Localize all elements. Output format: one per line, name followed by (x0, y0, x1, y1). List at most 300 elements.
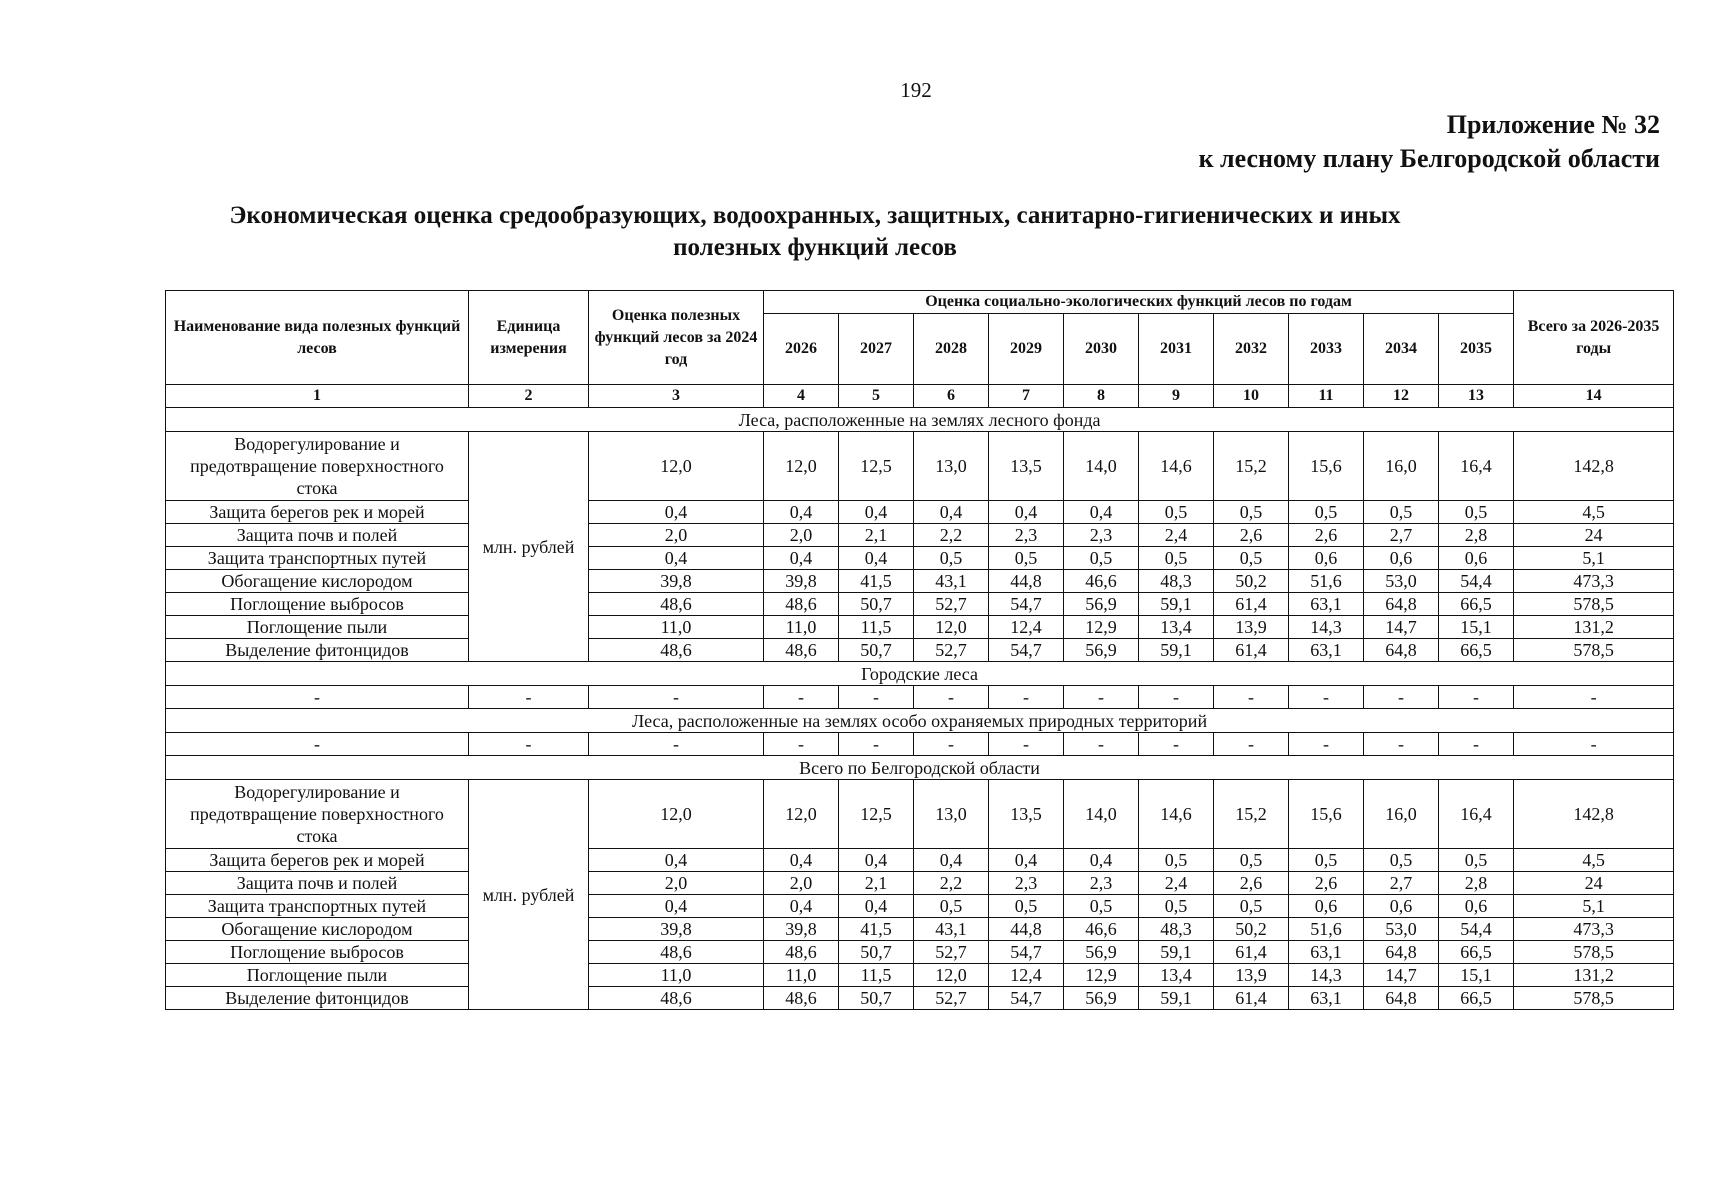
year-value: 48,3 (1139, 918, 1214, 941)
year-value: 13,0 (914, 432, 989, 501)
function-name: Защита берегов рек и морей (166, 849, 469, 872)
section-row (166, 408, 1674, 432)
value-2024: 39,8 (589, 570, 764, 593)
appendix-caption (1199, 108, 1660, 176)
year-value: 41,5 (839, 570, 914, 593)
year-value: 56,9 (1064, 987, 1139, 1010)
page-number: 192 (900, 78, 932, 102)
dash-cell: - (469, 733, 589, 756)
year-value: 43,1 (914, 570, 989, 593)
dash-cell: - (166, 686, 469, 709)
table-row (166, 964, 1674, 987)
table-row (166, 780, 1674, 849)
year-value: 0,5 (1214, 501, 1289, 524)
year-value: 0,5 (989, 547, 1064, 570)
year-value: 0,4 (989, 849, 1064, 872)
year-value: 54,7 (989, 987, 1064, 1010)
year-header: 2032 (1214, 314, 1289, 385)
year-value: 13,5 (989, 432, 1064, 501)
function-name: Обогащение кислородом (166, 570, 469, 593)
function-name: Выделение фитонцидов (166, 987, 469, 1010)
year-value: 52,7 (914, 941, 989, 964)
year-value: 0,4 (1064, 849, 1139, 872)
year-header: 2031 (1139, 314, 1214, 385)
year-value: 0,5 (1289, 849, 1364, 872)
total-value: 5,1 (1514, 547, 1674, 570)
value-2024: 2,0 (589, 872, 764, 895)
year-value: 12,9 (1064, 964, 1139, 987)
table-row (166, 941, 1674, 964)
value-2024: 0,4 (589, 849, 764, 872)
year-value: 64,8 (1364, 987, 1439, 1010)
year-value: 14,3 (1289, 964, 1364, 987)
year-value: 2,0 (764, 872, 839, 895)
dash-cell: - (839, 686, 914, 709)
table-row (166, 593, 1674, 616)
column-number: 2 (469, 385, 589, 408)
total-value: 5,1 (1514, 895, 1674, 918)
year-value: 0,5 (1214, 895, 1289, 918)
year-value: 12,0 (764, 432, 839, 501)
year-value: 12,5 (839, 432, 914, 501)
column-number: 11 (1289, 385, 1364, 408)
dash-cell: - (1289, 733, 1364, 756)
dash-cell: - (839, 733, 914, 756)
column-number: 9 (1139, 385, 1214, 408)
column-number: 4 (764, 385, 839, 408)
dash-cell: - (1514, 733, 1674, 756)
unit-cell: млн. рублей (469, 432, 589, 662)
table-row (166, 432, 1674, 501)
year-value: 0,4 (914, 849, 989, 872)
year-value: 13,4 (1139, 964, 1214, 987)
year-value: 2,7 (1364, 524, 1439, 547)
value-2024: 11,0 (589, 964, 764, 987)
year-value: 50,7 (839, 639, 914, 662)
year-value: 50,7 (839, 593, 914, 616)
total-value: 131,2 (1514, 964, 1674, 987)
year-value: 0,4 (764, 547, 839, 570)
dash-cell: - (1514, 686, 1674, 709)
function-name: Защита почв и полей (166, 872, 469, 895)
year-value: 44,8 (989, 918, 1064, 941)
year-value: 2,7 (1364, 872, 1439, 895)
dash-cell: - (1064, 686, 1139, 709)
dash-cell: - (1439, 733, 1514, 756)
year-value: 13,0 (914, 780, 989, 849)
year-header: 2026 (764, 314, 839, 385)
year-value: 14,7 (1364, 964, 1439, 987)
header-total: Всего за 2026-2035 годы (1514, 291, 1674, 385)
year-value: 14,6 (1139, 780, 1214, 849)
year-value: 64,8 (1364, 593, 1439, 616)
table-row (166, 639, 1674, 662)
year-value: 61,4 (1214, 941, 1289, 964)
year-value: 66,5 (1439, 639, 1514, 662)
total-value: 131,2 (1514, 616, 1674, 639)
year-value: 63,1 (1289, 941, 1364, 964)
table-body (166, 408, 1674, 1010)
year-value: 15,6 (1289, 780, 1364, 849)
year-value: 0,5 (1139, 849, 1214, 872)
total-value: 578,5 (1514, 941, 1674, 964)
header-estimate-2024: Оценка полезных функций лесов за 2024 год (589, 291, 764, 385)
year-value: 53,0 (1364, 918, 1439, 941)
year-value: 52,7 (914, 593, 989, 616)
year-value: 12,4 (989, 616, 1064, 639)
year-header: 2029 (989, 314, 1064, 385)
year-header: 2034 (1364, 314, 1439, 385)
year-value: 0,5 (1064, 547, 1139, 570)
year-value: 54,7 (989, 639, 1064, 662)
value-2024: 0,4 (589, 501, 764, 524)
total-value: 578,5 (1514, 639, 1674, 662)
year-value: 12,4 (989, 964, 1064, 987)
section-heading: Леса, расположенные на землях лесного фонда (166, 408, 1674, 432)
year-value: 15,1 (1439, 964, 1514, 987)
total-value: 24 (1514, 872, 1674, 895)
total-value: 578,5 (1514, 987, 1674, 1010)
year-header: 2027 (839, 314, 914, 385)
forest-functions-table (165, 290, 1674, 1010)
value-2024: 39,8 (589, 918, 764, 941)
year-value: 50,7 (839, 987, 914, 1010)
year-value: 39,8 (764, 570, 839, 593)
header-unit: Единица измерения (469, 291, 589, 385)
dash-cell: - (764, 733, 839, 756)
year-value: 54,4 (1439, 918, 1514, 941)
function-name: Поглощение пыли (166, 964, 469, 987)
year-value: 0,4 (764, 849, 839, 872)
dash-cell: - (1064, 733, 1139, 756)
dash-cell: - (1289, 686, 1364, 709)
year-value: 13,5 (989, 780, 1064, 849)
year-value: 15,2 (1214, 432, 1289, 501)
function-name: Поглощение пыли (166, 616, 469, 639)
total-value: 4,5 (1514, 501, 1674, 524)
year-value: 15,1 (1439, 616, 1514, 639)
year-value: 61,4 (1214, 987, 1289, 1010)
function-name: Поглощение выбросов (166, 593, 469, 616)
year-value: 51,6 (1289, 918, 1364, 941)
year-value: 12,0 (914, 964, 989, 987)
total-value: 4,5 (1514, 849, 1674, 872)
year-value: 16,4 (1439, 432, 1514, 501)
document-title: Экономическая оценка средообразующих, водоохранных, защитных, санитарно-гигиенических и иных полезных функций лесов (229, 202, 1401, 261)
dash-cell: - (1139, 733, 1214, 756)
function-name: Водорегулирование и предотвращение поверхностного стока (166, 432, 469, 501)
year-value: 0,4 (764, 501, 839, 524)
total-value: 142,8 (1514, 780, 1674, 849)
value-2024: 48,6 (589, 941, 764, 964)
year-value: 0,5 (1214, 547, 1289, 570)
empty-row (166, 733, 1674, 756)
dash-cell: - (989, 686, 1064, 709)
year-value: 53,0 (1364, 570, 1439, 593)
year-value: 12,0 (764, 780, 839, 849)
year-value: 2,6 (1214, 872, 1289, 895)
year-value: 2,8 (1439, 872, 1514, 895)
value-2024: 48,6 (589, 639, 764, 662)
year-value: 44,8 (989, 570, 1064, 593)
function-name: Поглощение выбросов (166, 941, 469, 964)
year-value: 61,4 (1214, 639, 1289, 662)
year-value: 0,4 (914, 501, 989, 524)
column-number: 12 (1364, 385, 1439, 408)
table-row (166, 570, 1674, 593)
year-value: 0,4 (764, 895, 839, 918)
value-2024: 11,0 (589, 616, 764, 639)
year-header: 2035 (1439, 314, 1514, 385)
year-value: 2,4 (1139, 872, 1214, 895)
total-value: 473,3 (1514, 570, 1674, 593)
year-value: 0,5 (1364, 849, 1439, 872)
dash-cell: - (589, 733, 764, 756)
year-value: 56,9 (1064, 639, 1139, 662)
section-heading: Леса, расположенные на землях особо охраняемых природных территорий (166, 709, 1674, 733)
year-value: 13,9 (1214, 964, 1289, 987)
dash-cell: - (1139, 686, 1214, 709)
year-value: 14,0 (1064, 780, 1139, 849)
year-value: 59,1 (1139, 639, 1214, 662)
table-row (166, 616, 1674, 639)
column-number: 7 (989, 385, 1064, 408)
column-number: 5 (839, 385, 914, 408)
year-value: 61,4 (1214, 593, 1289, 616)
section-row (166, 709, 1674, 733)
year-header: 2033 (1289, 314, 1364, 385)
year-value: 54,7 (989, 593, 1064, 616)
year-value: 64,8 (1364, 639, 1439, 662)
table-row (166, 895, 1674, 918)
year-value: 48,6 (764, 593, 839, 616)
function-name: Выделение фитонцидов (166, 639, 469, 662)
year-value: 51,6 (1289, 570, 1364, 593)
year-value: 13,9 (1214, 616, 1289, 639)
year-value: 0,4 (839, 895, 914, 918)
year-value: 59,1 (1139, 987, 1214, 1010)
table-row (166, 987, 1674, 1010)
total-value: 24 (1514, 524, 1674, 547)
section-heading: Городские леса (166, 662, 1674, 686)
year-value: 64,8 (1364, 941, 1439, 964)
year-value: 52,7 (914, 987, 989, 1010)
year-value: 56,9 (1064, 941, 1139, 964)
value-2024: 48,6 (589, 987, 764, 1010)
function-name: Защита почв и полей (166, 524, 469, 547)
header-years-group: Оценка социально-экологических функций лесов по годам (764, 291, 1514, 314)
year-value: 0,4 (1064, 501, 1139, 524)
year-value: 0,5 (914, 895, 989, 918)
year-value: 16,4 (1439, 780, 1514, 849)
year-value: 14,7 (1364, 616, 1439, 639)
year-value: 0,4 (989, 501, 1064, 524)
year-value: 2,4 (1139, 524, 1214, 547)
dash-cell: - (1214, 686, 1289, 709)
dash-cell: - (1214, 733, 1289, 756)
dash-cell: - (1364, 733, 1439, 756)
year-value: 2,1 (839, 872, 914, 895)
year-value: 0,5 (914, 547, 989, 570)
year-value: 16,0 (1364, 780, 1439, 849)
year-value: 63,1 (1289, 639, 1364, 662)
year-value: 0,6 (1364, 547, 1439, 570)
year-value: 50,2 (1214, 570, 1289, 593)
year-value: 2,6 (1214, 524, 1289, 547)
value-2024: 0,4 (589, 547, 764, 570)
year-value: 0,5 (989, 895, 1064, 918)
dash-cell: - (589, 686, 764, 709)
year-value: 14,6 (1139, 432, 1214, 501)
dash-cell: - (1364, 686, 1439, 709)
year-value: 0,5 (1439, 849, 1514, 872)
year-value: 0,5 (1364, 501, 1439, 524)
year-value: 0,6 (1439, 895, 1514, 918)
year-value: 0,6 (1289, 895, 1364, 918)
table-row (166, 849, 1674, 872)
year-value: 0,6 (1289, 547, 1364, 570)
year-value: 2,3 (1064, 872, 1139, 895)
table-row (166, 872, 1674, 895)
year-value: 0,6 (1364, 895, 1439, 918)
column-number: 8 (1064, 385, 1139, 408)
year-value: 50,7 (839, 941, 914, 964)
year-value: 50,2 (1214, 918, 1289, 941)
function-name: Водорегулирование и предотвращение поверхностного стока (166, 780, 469, 849)
appendix-line-1: Приложение № 32 (1446, 110, 1660, 139)
year-value: 39,8 (764, 918, 839, 941)
year-value: 63,1 (1289, 987, 1364, 1010)
value-2024: 48,6 (589, 593, 764, 616)
value-2024: 2,0 (589, 524, 764, 547)
total-value: 578,5 (1514, 593, 1674, 616)
column-number: 10 (1214, 385, 1289, 408)
year-value: 48,6 (764, 941, 839, 964)
year-value: 0,5 (1139, 547, 1214, 570)
year-value: 0,4 (839, 547, 914, 570)
dash-cell: - (764, 686, 839, 709)
year-value: 56,9 (1064, 593, 1139, 616)
year-value: 48,3 (1139, 570, 1214, 593)
year-value: 0,5 (1139, 895, 1214, 918)
table-row (166, 547, 1674, 570)
section-heading: Всего по Белгородской области (166, 756, 1674, 780)
function-name: Обогащение кислородом (166, 918, 469, 941)
dash-cell: - (1439, 686, 1514, 709)
year-value: 2,1 (839, 524, 914, 547)
column-number: 6 (914, 385, 989, 408)
year-value: 0,4 (839, 849, 914, 872)
header-name: Наименование вида полезных функций лесов (166, 291, 469, 385)
year-value: 2,2 (914, 524, 989, 547)
appendix-line-2: к лесному плану Белгородской области (1198, 144, 1660, 173)
year-value: 54,4 (1439, 570, 1514, 593)
dash-cell: - (914, 686, 989, 709)
table-row (166, 501, 1674, 524)
year-value: 12,9 (1064, 616, 1139, 639)
table-row (166, 918, 1674, 941)
year-value: 15,2 (1214, 780, 1289, 849)
year-value: 43,1 (914, 918, 989, 941)
function-name: Защита транспортных путей (166, 895, 469, 918)
year-value: 59,1 (1139, 941, 1214, 964)
section-row (166, 756, 1674, 780)
column-number: 3 (589, 385, 764, 408)
unit-cell: млн. рублей (469, 780, 589, 1010)
year-value: 46,6 (1064, 570, 1139, 593)
value-2024: 0,4 (589, 895, 764, 918)
year-value: 41,5 (839, 918, 914, 941)
year-value: 13,4 (1139, 616, 1214, 639)
year-value: 48,6 (764, 639, 839, 662)
column-number: 14 (1514, 385, 1674, 408)
year-value: 0,5 (1439, 501, 1514, 524)
column-number: 1 (166, 385, 469, 408)
column-number: 13 (1439, 385, 1514, 408)
column-number-row (166, 385, 1674, 408)
function-name: Защита берегов рек и морей (166, 501, 469, 524)
year-value: 63,1 (1289, 593, 1364, 616)
dash-cell: - (989, 733, 1064, 756)
year-value: 48,6 (764, 987, 839, 1010)
year-value: 0,6 (1439, 547, 1514, 570)
dash-cell: - (914, 733, 989, 756)
total-value: 473,3 (1514, 918, 1674, 941)
year-value: 11,0 (764, 616, 839, 639)
empty-row (166, 686, 1674, 709)
year-value: 2,8 (1439, 524, 1514, 547)
year-value: 2,0 (764, 524, 839, 547)
year-value: 2,3 (989, 524, 1064, 547)
year-value: 2,6 (1289, 524, 1364, 547)
year-value: 15,6 (1289, 432, 1364, 501)
year-value: 16,0 (1364, 432, 1439, 501)
year-value: 59,1 (1139, 593, 1214, 616)
dash-cell: - (469, 686, 589, 709)
year-value: 46,6 (1064, 918, 1139, 941)
year-value: 2,3 (1064, 524, 1139, 547)
year-value: 11,0 (764, 964, 839, 987)
section-row (166, 662, 1674, 686)
year-value: 66,5 (1439, 941, 1514, 964)
year-value: 2,6 (1289, 872, 1364, 895)
dash-cell: - (166, 733, 469, 756)
year-value: 0,5 (1214, 849, 1289, 872)
year-value: 54,7 (989, 941, 1064, 964)
table-row (166, 524, 1674, 547)
value-2024: 12,0 (589, 432, 764, 501)
year-value: 14,3 (1289, 616, 1364, 639)
year-value: 12,5 (839, 780, 914, 849)
function-name: Защита транспортных путей (166, 547, 469, 570)
year-value: 0,5 (1139, 501, 1214, 524)
year-value: 0,5 (1289, 501, 1364, 524)
total-value: 142,8 (1514, 432, 1674, 501)
year-value: 52,7 (914, 639, 989, 662)
year-value: 2,3 (989, 872, 1064, 895)
year-header: 2030 (1064, 314, 1139, 385)
year-value: 14,0 (1064, 432, 1139, 501)
year-value: 66,5 (1439, 593, 1514, 616)
year-value: 0,4 (839, 501, 914, 524)
year-value: 11,5 (839, 964, 914, 987)
year-value: 2,2 (914, 872, 989, 895)
year-value: 11,5 (839, 616, 914, 639)
year-value: 12,0 (914, 616, 989, 639)
year-value: 0,5 (1064, 895, 1139, 918)
year-value: 66,5 (1439, 987, 1514, 1010)
year-header: 2028 (914, 314, 989, 385)
